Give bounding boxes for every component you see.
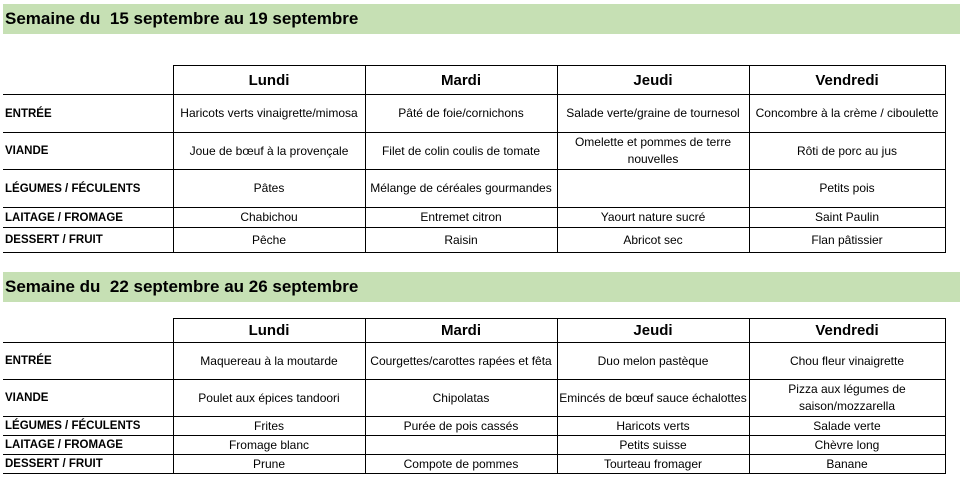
menu-cell: Yaourt nature sucré (557, 208, 749, 228)
menu-cell: Purée de pois cassés (365, 417, 557, 436)
day-header-lundi: Lundi (173, 66, 365, 95)
menu-cell: Omelette et pommes de terre nouvelles (557, 133, 749, 170)
menu-cell: Prune (173, 455, 365, 474)
menu-cell (365, 436, 557, 455)
menu-cell: Courgettes/carottes rapées et fêta (365, 343, 557, 380)
menu-cell: Entremet citron (365, 208, 557, 228)
table-row (3, 133, 945, 170)
day-header-vendredi: Vendredi (749, 319, 945, 343)
menu-cell: Pizza aux légumes de saison/mozzarella (749, 380, 945, 417)
week-1-menu-table (3, 65, 946, 253)
menu-cell: Concombre à la crème / ciboulette (749, 95, 945, 133)
category-label: VIANDE (3, 133, 173, 170)
menu-cell: Pâtes (173, 170, 365, 208)
menu-cell: Tourteau fromager (557, 455, 749, 474)
menu-cell: Haricots verts vinaigrette/mimosa (173, 95, 365, 133)
menu-cell: Compote de pommes (365, 455, 557, 474)
table-row (3, 455, 945, 474)
category-label: LÉGUMES / FÉCULENTS (3, 170, 173, 208)
menu-cell: Maquereau à la moutarde (173, 343, 365, 380)
category-label: ENTRÉE (3, 343, 173, 380)
day-header-jeudi: Jeudi (557, 319, 749, 343)
menu-cell: Salade verte (749, 417, 945, 436)
menu-cell: Petits suisse (557, 436, 749, 455)
menu-cell: Chou fleur vinaigrette (749, 343, 945, 380)
menu-cell: Emincés de bœuf sauce échalottes (557, 380, 749, 417)
menu-cell: Salade verte/graine de tournesol (557, 95, 749, 133)
day-header-vendredi: Vendredi (749, 66, 945, 95)
category-label: LAITAGE / FROMAGE (3, 436, 173, 455)
table-row (3, 208, 945, 228)
menu-cell: Frites (173, 417, 365, 436)
category-label: DESSERT / FRUIT (3, 228, 173, 253)
menu-cell: Flan pâtissier (749, 228, 945, 253)
day-header-row (3, 66, 945, 95)
week-2-menu-table (3, 318, 946, 474)
day-header-mardi: Mardi (365, 319, 557, 343)
corner-cell (3, 66, 173, 95)
day-header-mardi: Mardi (365, 66, 557, 95)
menu-cell: Poulet aux épices tandoori (173, 380, 365, 417)
menu-cell: Chèvre long (749, 436, 945, 455)
day-header-lundi: Lundi (173, 319, 365, 343)
menu-cell: Abricot sec (557, 228, 749, 253)
menu-cell: Petits pois (749, 170, 945, 208)
menu-cell (557, 170, 749, 208)
table-row (3, 95, 945, 133)
table-row (3, 170, 945, 208)
table-row (3, 417, 945, 436)
category-label: LAITAGE / FROMAGE (3, 208, 173, 228)
week-1-title: Semaine du 15 septembre au 19 septembre (3, 4, 960, 34)
category-label: LÉGUMES / FÉCULENTS (3, 417, 173, 436)
menu-cell: Rôti de porc au jus (749, 133, 945, 170)
table-row (3, 436, 945, 455)
day-header-row (3, 319, 945, 343)
menu-cell: Chipolatas (365, 380, 557, 417)
menu-cell: Pâté de foie/cornichons (365, 95, 557, 133)
week-2-title: Semaine du 22 septembre au 26 septembre (3, 272, 960, 302)
day-header-jeudi: Jeudi (557, 66, 749, 95)
category-label: ENTRÉE (3, 95, 173, 133)
menu-cell: Haricots verts (557, 417, 749, 436)
menu-cell: Duo melon pastèque (557, 343, 749, 380)
menu-cell: Banane (749, 455, 945, 474)
table-row (3, 228, 945, 253)
menu-cell: Mélange de céréales gourmandes (365, 170, 557, 208)
table-row (3, 343, 945, 380)
table-row (3, 380, 945, 417)
menu-cell: Pêche (173, 228, 365, 253)
category-label: DESSERT / FRUIT (3, 455, 173, 474)
menu-cell: Saint Paulin (749, 208, 945, 228)
menu-cell: Chabichou (173, 208, 365, 228)
menu-cell: Joue de bœuf à la provençale (173, 133, 365, 170)
category-label: VIANDE (3, 380, 173, 417)
menu-cell: Raisin (365, 228, 557, 253)
menu-cell: Fromage blanc (173, 436, 365, 455)
menu-cell: Filet de colin coulis de tomate (365, 133, 557, 170)
corner-cell (3, 319, 173, 343)
